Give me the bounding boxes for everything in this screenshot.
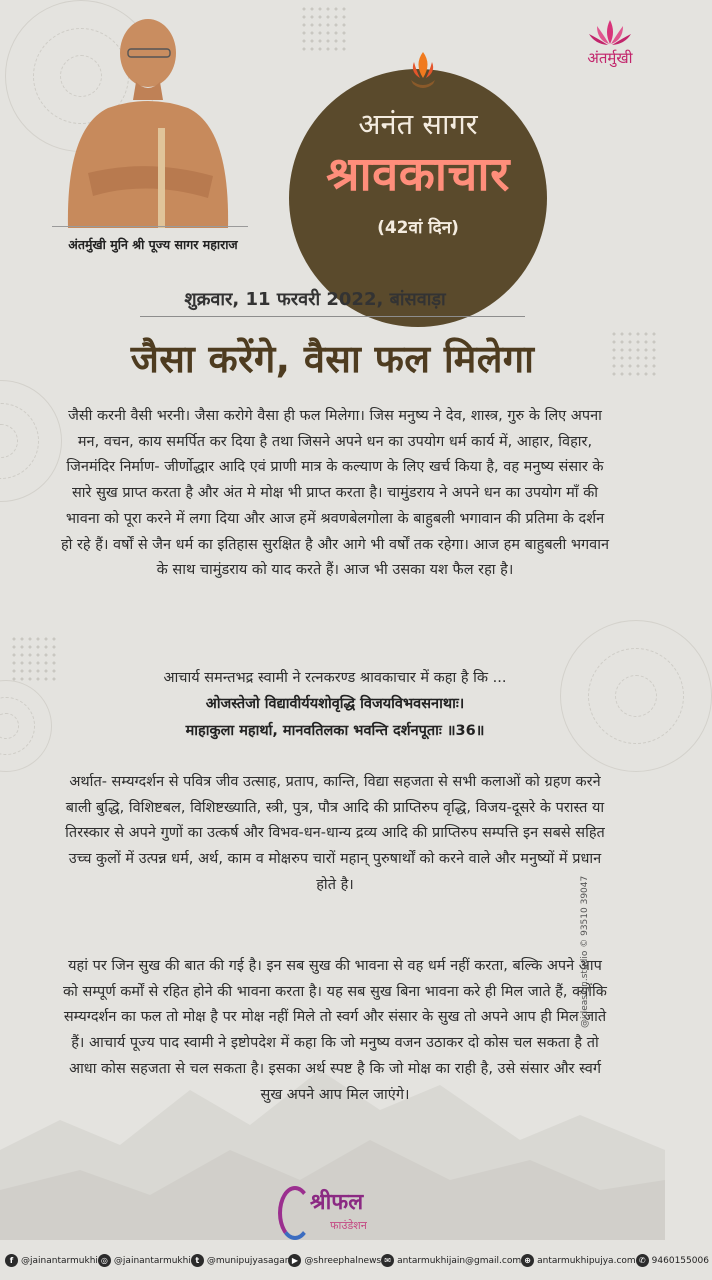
footer-email-text: antarmukhijain@gmail.com	[397, 1255, 522, 1266]
design-credit: @ideasign.studio © 93510 39047	[580, 875, 590, 1028]
footer-youtube-text: @shreephalnews	[304, 1255, 382, 1266]
verse-intro: आचार्य समन्तभद्र स्वामी ने रत्नकरण्ड श्रावकाचार में कहा है कि ...	[163, 670, 507, 686]
shriphal-title: श्रीफल	[310, 1189, 364, 1215]
dot-pattern	[300, 5, 348, 53]
footer-contacts	[0, 1241, 709, 1280]
mail-icon: ✉	[381, 1254, 394, 1267]
lamp-icon	[406, 50, 440, 92]
verse-line-2: माहाकुला महार्था, मानवतिलका भवन्ति दर्शनपूताः ॥36॥	[185, 723, 485, 739]
footer-facebook-text: @jainantarmukhi	[21, 1255, 98, 1266]
verse-line-1: ओजस्तेजो विद्यावीर्ययशोवृद्धि विजयविभवसनाथाः।	[205, 696, 465, 712]
footer-website[interactable]	[521, 1254, 636, 1267]
footer-instagram[interactable]	[98, 1254, 191, 1267]
paragraph-2: अर्थात- सम्यग्दर्शन से पवित्र जीव उत्साह, प्रताप, कान्ति, विद्या सहजता से सभी कलाओं को ग्रहण करने बाली बुद्धि, विशिष्टबल, विशिष्टख्याति, स्त्री, पुत्र, पौत्र आदि की प्राप्तिरुप वृद्धि, विजय-दूसरे के परास्त या तिरस्कार से अपने गुणों का उत्कर्ष और विभव-धन-धान्य द्रव्य आदि की प्राप्तिरुप सम्पत्ति इन सबसे सहित उच्च कुलों में उत्पन्न धर्म, अर्थ, काम व मोक्षरुप चारों महान् पुरुषार्थों को करने वाले और मनुष्यों में प्रधान होते है।	[65, 774, 605, 893]
brand-title: अनंत सागर	[358, 107, 478, 141]
monk-portrait	[48, 8, 248, 228]
footer-email[interactable]	[381, 1254, 521, 1267]
paragraph-1: जैसी करनी वैसी भरनी। जैसा करोगे वैसा ही फल मिलेगा। जिस मनुष्य ने देव, शास्त्र, गुरु के लिए अपना मन, वचन, काय समर्पित कर दिया है तथा जिसने अपने धन का उपयोग धर्म कार्य में, आहार, विहार, जिनमंदिर निर्माण- जीर्णोद्धार आदि एवं प्राणी मात्र के कल्याण के लिए खर्च किया है, वह मनुष्य संसार के सारे सुख प्राप्त करता है और अंत मे मोक्ष भी प्राप्त करता है। चामुंडराय ने अपने धन का उपयोग माँ की भावना को पूरा करने में लगा दिया और आज हमें श्रवणबेलगोला के बाहुबली भगावान की प्रतिमा के दर्शन हो रहे हैं। वर्षों से जैन धर्म का इतिहास सुरक्षित है और आगे भी वर्षों तक रहेगा। आज हम बाहुबली भगवान के साथ चामुंडराय को याद करते हैं। आज भी उसका यश फैल रहा है।	[60, 408, 610, 579]
shriphal-subtitle: फाउंडेशन	[330, 1219, 367, 1232]
date-divider	[140, 316, 525, 317]
antarmukhi-logo-text: अंतर्मुखी	[587, 49, 633, 67]
mandala-decoration	[0, 680, 52, 772]
footer-youtube[interactable]	[288, 1254, 381, 1267]
footer-twitter[interactable]	[191, 1254, 289, 1267]
instagram-icon: ◎	[98, 1254, 111, 1267]
lotus-icon	[585, 18, 635, 48]
footer-instagram-text: @jainantarmukhi	[113, 1255, 191, 1266]
monk-caption: अंतर्मुखी मुनि श्री पूज्य सागर महाराज	[68, 237, 238, 252]
antarmukhi-logo	[565, 18, 655, 68]
dateline: शुक्रवार, 11 फरवरी 2022, बांसवाड़ा	[184, 289, 446, 310]
youtube-icon: ▶	[288, 1254, 301, 1267]
footer-website-text: antarmukhipujya.com	[537, 1255, 636, 1266]
dot-pattern	[10, 635, 58, 683]
portrait-divider	[52, 226, 248, 227]
article-headline: जैसा करेंगे, वैसा फल मिलेगा	[130, 337, 535, 381]
day-label: (42वां दिन)	[377, 218, 459, 238]
brand-subtitle: श्रावकाचार	[326, 147, 510, 202]
footer-whatsapp-text: 9460155006	[651, 1255, 709, 1266]
footer-twitter-text: @munipujyasagar	[206, 1255, 289, 1266]
swirl-icon	[278, 1186, 312, 1240]
web-icon: ⊕	[521, 1254, 534, 1267]
footer-facebook[interactable]	[5, 1254, 98, 1267]
shriphal-foundation-logo	[272, 1182, 402, 1238]
twitter-icon: t	[191, 1254, 204, 1267]
paragraph-3: यहां पर जिन सुख की बात की गई है। इन सब सुख की भावना से वह धर्म नहीं करता, बल्कि अपने आप को सम्पूर्ण कर्मों से रहित होने की भावना करता है। यह सब सुख बिना भावना करे ही मिल जाते हैं, क्योंकि सम्यग्दर्शन का फल तो मोक्ष है पर मोक्ष नहीं मिले तो स्वर्ग और संसार के सुख तो अपने आप ही मिल जाते हैं। आचार्य पूज्य पाद स्वामी ने इष्टोपदेश में कहा कि जो मनुष्य वजन उठाकर दो कोस चल सकता है तो आधा कोस सहजता से चल सकता है। इसका अर्थ स्पष्ट है कि जो मोक्ष का राही है, उसे संसार और स्वर्ग सुख अपने आप मिल जाएंगे।	[63, 958, 607, 1103]
footer-whatsapp[interactable]	[636, 1254, 709, 1267]
mandala-decoration	[0, 380, 62, 502]
whatsapp-icon: ✆	[636, 1254, 649, 1267]
facebook-icon: f	[5, 1254, 18, 1267]
